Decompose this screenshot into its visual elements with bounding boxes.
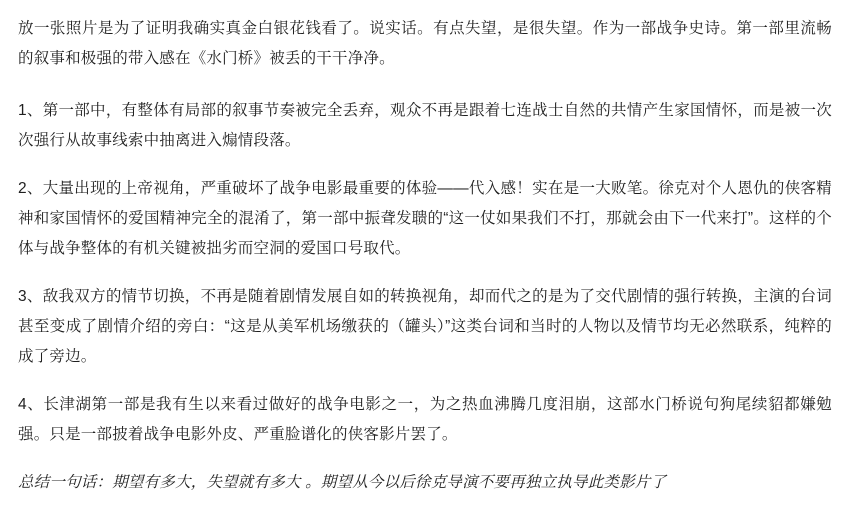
- review-paragraph-point-2: 2、大量出现的上帝视角，严重破坏了战争电影最重要的体验——代入感！实在是一大败笔。徐克对个人恩仇的侠客精神和家国情怀的爱国精神完全的混淆了，第一部中振聋发聩的“这一仗如果我们不打，那就会由下一代来打”。这样的个体与战争整体的有机关键被拙劣而空洞的爱国口号取代。: [18, 180, 832, 257]
- review-paragraph-point-1: 1、第一部中，有整体有局部的叙事节奏被完全丢弃，观众不再是跟着七连战士自然的共情产生家国情怀，而是被一次次强行从故事线索中抽离进入煽情段落。: [18, 102, 832, 149]
- review-paragraph-intro: 放一张照片是为了证明我确实真金白银花钱看了。说实话。有点失望，是很失望。作为一部战争史诗。第一部里流畅的叙事和极强的带入感在《水门桥》被丢的干干净净。: [18, 20, 832, 67]
- review-paragraph-summary: 总结一句话：期望有多大，失望就有多大 。期望从今以后徐克导演不要再独立执导此类影片了: [18, 474, 667, 491]
- review-paragraph-point-3: 3、敌我双方的情节切换，不再是随着剧情发展自如的转换视角，却而代之的是为了交代剧情的强行转换，主演的台词甚至变成了剧情介绍的旁白：“这是从美军机场缴获的（罐头）”这类台词和当时的人物以及情节均无必然联系，纯粹的成了旁边。: [18, 288, 832, 365]
- review-paragraph-point-4: 4、长津湖第一部是我有生以来看过做好的战争电影之一，为之热血沸腾几度泪崩，这部水门桥说句狗尾续貂都嫌勉强。只是一部披着战争电影外皮、严重脸谱化的侠客影片罢了。: [18, 396, 832, 443]
